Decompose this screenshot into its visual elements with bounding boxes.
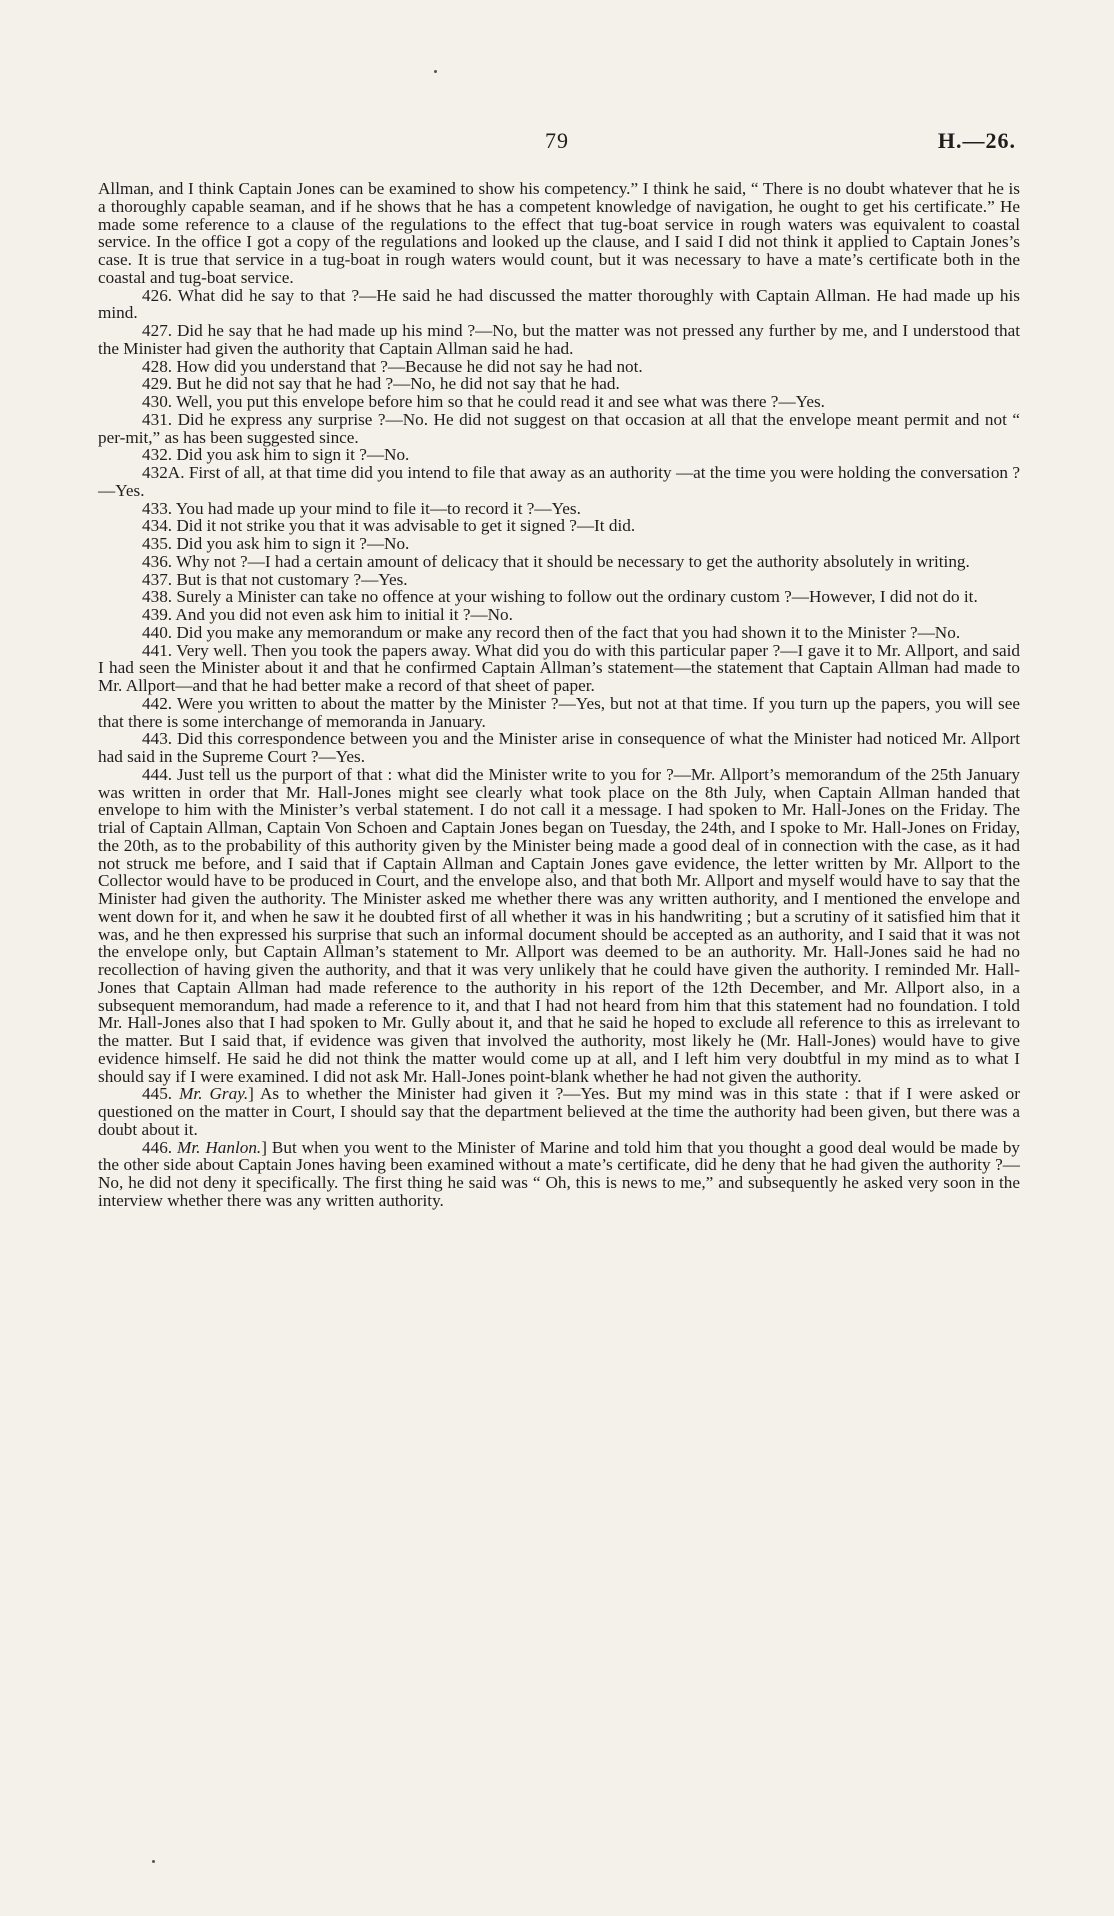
- paragraph-445: [98, 1085, 1020, 1138]
- paragraph-439: 439. And you did not even ask him to initial it ?—No.: [142, 605, 513, 624]
- page-number: 79: [545, 128, 569, 153]
- paragraph-427: 427. Did he say that he had made up his mind ?—No, but the matter was not pressed any further by me, and I understood that the Minister had given the authority that Captain Allman said he had.: [98, 321, 1020, 358]
- page-header: [98, 128, 1016, 158]
- paragraph-428: 428. How did you understand that ?—Because he did not say he had not.: [142, 356, 643, 376]
- speaker-name: Mr. Hanlon.: [177, 1137, 262, 1157]
- paragraph-432: 432. Did you ask him to sign it ?—No.: [142, 445, 410, 465]
- paragraph-430: 430. Well, you put this envelope before him so that he could read it and see what was there ?—Yes.: [142, 392, 825, 411]
- paragraph-431: 431. Did he express any surprise ?—No. He did not suggest on that occasion at all that the envelope meant permit and not “ per-mit,” as has been suggested since.: [98, 409, 1020, 447]
- paragraph-continuation: Allman, and I think Captain Jones can be examined to show his competency.” I think he said, “ There is no doubt whatever that he is a thoroughly capable seaman, and if he shows that he has a competent knowledge of navigation, he ought to get his certificate.” He made some reference to a clause of the regulations to the effect that tug-boat service in rough waters was equivalent to coastal service. In the office I got a copy of the regulations and looked up the clause, and I said I did not think it applied to Captain Jones’s case. It is true that service in a tug-boat in rough waters would count, but it was necessary to have a mate’s certificate both in the coastal and tug-boat service.: [98, 179, 1020, 287]
- paragraph-429: 429. But he did not say that he had ?—No, he did not say that he had.: [142, 374, 620, 394]
- speaker-name: Mr. Gray.: [179, 1084, 249, 1104]
- paragraph-446: [98, 1139, 1020, 1210]
- paragraph-435: 435. Did you ask him to sign it ?—No.: [142, 534, 410, 553]
- paragraph-436: 436. Why not ?—I had a certain amount of delicacy that it should be necessary to get the authority absolutely in writing.: [142, 551, 970, 571]
- question-number: 446.: [142, 1137, 173, 1157]
- paragraph-433: 433. You had made up your mind to file it—to record it ?—Yes.: [142, 498, 581, 518]
- paragraph-440: 440. Did you make any memorandum or make any record then of the fact that you had shown it to the Minister ?—No.: [142, 622, 961, 642]
- paragraph-442: 442. Were you written to about the matter by the Minister ?—Yes, but not at that time. If you turn up the papers, you will see that there is some interchange of memoranda in January.: [98, 693, 1020, 731]
- paragraph-426: 426. What did he say to that ?—He said he had discussed the matter thoroughly with Captain Allman. He had made up his mind.: [98, 285, 1020, 323]
- body-text: [98, 180, 1020, 1210]
- print-speck: [152, 1860, 155, 1863]
- paragraph-432a: 432A. First of all, at that time did you intend to file that away as an authority —at the time you were holding the conversation ?—Yes.: [98, 463, 1020, 500]
- question-number: 445.: [142, 1084, 173, 1104]
- document-reference: H.—26.: [937, 128, 1016, 153]
- paragraph-text: ] As to whether the Minister had given it ?—Yes. But my mind was in this state : that if I were asked or questioned on the matter in Court, I should say that the department believed at the time the authority had been given, but there was a doubt about it.: [98, 1084, 1020, 1139]
- paragraph-443: 443. Did this correspondence between you and the Minister arise in consequence of what the Minister had noticed Mr. Allport had said in the Supreme Court ?—Yes.: [98, 729, 1020, 766]
- print-speck: [434, 70, 437, 73]
- paragraph-437: 437. But is that not customary ?—Yes.: [142, 569, 408, 589]
- paragraph-434: 434. Did it not strike you that it was advisable to get it signed ?—It did.: [142, 516, 636, 536]
- paragraph-444: 444. Just tell us the purport of that : what did the Minister write to you for ?—Mr. Allport’s memorandum of the 25th January was written in order that Mr. Hall-Jones might see clearly what took place on the 8th July, when Captain Allman handed that envelope to him with the Minister’s verbal statement. I do not call it a message. I had spoken to Mr. Hall-Jones on the Friday. The trial of Captain Allman, Captain Von Schoen and Captain Jones began on Tuesday, the 24th, and I spoke to Mr. Hall-Jones on Friday, the 20th, as to the probability of this authority given by the Minister being made a good deal of in connection with the case, as it had not struck me before, and I said that if Captain Allman and Captain Jones gave evidence, the letter written by Mr. Allport to the Collector would have to be produced in Court, and the envelope also, and that both Mr. Allport and myself would have to say that the Minister had given the authority. The Minister asked me whether there was any written authority, and I mentioned the envelope and went down for it, and when he saw it he doubted first of all whether it was in his handwriting ; but a scrutiny of it satisfied him that it was, and he then expressed his surprise that such an informal document should be accepted as an authority, and I said that it was not the envelope only, but Captain Allman’s statement to Mr. Allport was deemed to be an authority. Mr. Hall-Jones said he had no recollection of having given the authority, and that it was very unlikely that he could have given the authority. I reminded Mr. Hall-Jones that Captain Allman had made reference to the authority in his report of the 12th December, and Mr. Allport also, in a subsequent memorandum, had made a reference to it, and that I had not heard from him that this statement had no foundation. I told Mr. Hall-Jones also that I had spoken to Mr. Gully about it, and that he said he hoped to exclude all reference to this as irrelevant to the matter. But I said that, if evidence was given that involved the authority, most likely he (Mr. Hall-Jones) would have to give evidence himself. He said he did not think the matter would come up at all, and I left him very doubtful in my mind as to what I should say if I were examined. I did not ask Mr. Hall-Jones point-blank whether he had not given the authority.: [98, 764, 1020, 1086]
- paragraph-text: ] But when you went to the Minister of Marine and told him that you thought a good deal would be made by the other side about Captain Jones having been examined without a mate’s certificate, did he deny that he had given the authority ?—No, he did not deny it specifically. The first thing he said was “ Oh, this is news to me,” and subsequently he asked very soon in the interview whether there was any written authority.: [98, 1137, 1021, 1210]
- paragraph-441: 441. Very well. Then you took the papers away. What did you do with this particular paper ?—I gave it to Mr. Allport, and said I had seen the Minister about it and that he confirmed Captain Allman’s statement—the statement that Captain Allman had made to Mr. Allport—and that he had better make a record of that sheet of paper.: [98, 640, 1020, 695]
- paragraph-438: 438. Surely a Minister can take no offence at your wishing to follow out the ordinary custom ?—However, I did not do it.: [142, 587, 978, 607]
